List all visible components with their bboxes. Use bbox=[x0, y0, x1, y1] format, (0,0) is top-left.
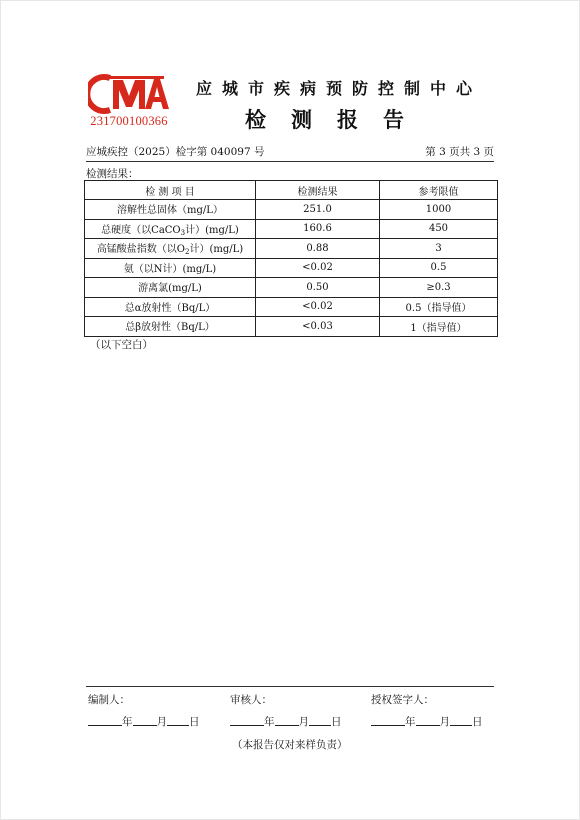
item-cell: 总α放射性（Bq/L） bbox=[85, 297, 256, 317]
limit-cell: 0.5 bbox=[380, 258, 498, 278]
results-label: 检测结果： bbox=[86, 168, 139, 180]
reviewer-date: 年 月 日 bbox=[230, 714, 342, 729]
result-cell: <0.02 bbox=[256, 297, 380, 317]
header-divider bbox=[86, 161, 494, 162]
approver-label: 授权签字人： bbox=[371, 694, 434, 706]
item-cell: 高锰酸盐指数（以$O_2$计）(mg/L) bbox=[85, 239, 256, 259]
result-cell: 160.6 bbox=[256, 219, 380, 239]
limit-cell: ≥0.3 bbox=[380, 278, 498, 298]
table-row bbox=[85, 258, 498, 278]
result-cell: <0.02 bbox=[256, 258, 380, 278]
column-header-item: 检 测 项 目 bbox=[85, 181, 256, 200]
table-row bbox=[85, 297, 498, 317]
limit-cell: 450 bbox=[380, 219, 498, 239]
org-name: 应城市疾病预防控制中心 bbox=[196, 79, 483, 98]
day-blank bbox=[167, 714, 189, 726]
result-cell: 251.0 bbox=[256, 200, 380, 220]
cma-seal-icon bbox=[88, 72, 170, 116]
report-title: 检测报告 bbox=[245, 107, 429, 132]
limit-cell: 3 bbox=[380, 239, 498, 259]
compiler-date: 年 月 日 bbox=[88, 714, 200, 729]
table-row bbox=[85, 278, 498, 298]
item-cell: 氨（以N计）(mg/L) bbox=[85, 258, 256, 278]
table-row bbox=[85, 317, 498, 337]
page-info: 第 3 页共 3 页 bbox=[425, 146, 494, 158]
result-cell: 0.88 bbox=[256, 239, 380, 259]
month-blank bbox=[133, 714, 157, 726]
year-blank bbox=[371, 714, 405, 726]
item-cell: 溶解性总固体（mg/L） bbox=[85, 200, 256, 220]
results-table bbox=[84, 180, 498, 337]
table-row bbox=[85, 200, 498, 220]
cma-cert-number: 231700100366 bbox=[90, 114, 168, 128]
footer-note: （本报告仅对来样负责） bbox=[232, 739, 348, 751]
approver-date: 年 月 日 bbox=[371, 714, 483, 729]
month-blank bbox=[275, 714, 299, 726]
table-header-row bbox=[85, 181, 498, 200]
result-cell: 0.50 bbox=[256, 278, 380, 298]
day-blank bbox=[309, 714, 331, 726]
cma-logo bbox=[88, 72, 170, 130]
report-number: 应城疾控（2025）检字第 040097 号 bbox=[86, 146, 265, 158]
table-row bbox=[85, 239, 498, 259]
signature-divider bbox=[86, 686, 494, 687]
item-cell: 总β放射性（Bq/L） bbox=[85, 317, 256, 337]
day-blank bbox=[450, 714, 472, 726]
column-header-result: 检测结果 bbox=[256, 181, 380, 200]
compiler-label: 编制人： bbox=[88, 694, 130, 706]
limit-cell: 1（指导值） bbox=[380, 317, 498, 337]
item-cell: 游离氯(mg/L) bbox=[85, 278, 256, 298]
year-blank bbox=[230, 714, 264, 726]
item-cell: 总硬度（以CaCO$_3$计）(mg/L) bbox=[85, 219, 256, 239]
table-row bbox=[85, 219, 498, 239]
result-cell: <0.03 bbox=[256, 317, 380, 337]
month-blank bbox=[416, 714, 440, 726]
year-blank bbox=[88, 714, 122, 726]
limit-cell: 0.5（指导值） bbox=[380, 297, 498, 317]
blank-below-note: （以下空白） bbox=[90, 339, 153, 351]
reviewer-label: 审核人： bbox=[230, 694, 272, 706]
column-header-limit: 参考限值 bbox=[380, 181, 498, 200]
limit-cell: 1000 bbox=[380, 200, 498, 220]
